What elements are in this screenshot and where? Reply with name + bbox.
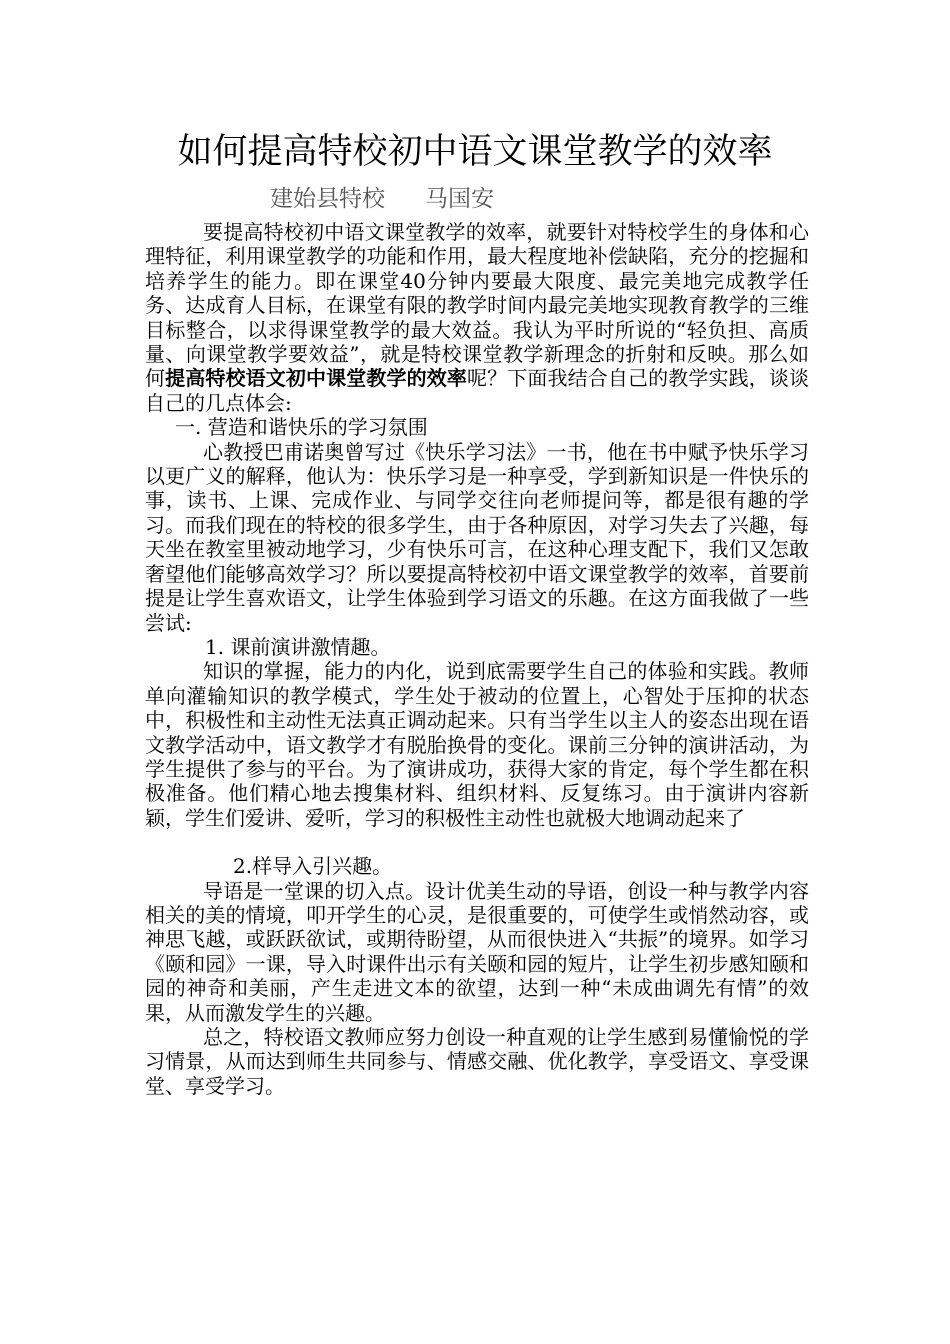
subsection1-heading: 1. 课前演讲激情趣。 xyxy=(205,634,391,659)
subsection2-heading: 2.样导入引兴趣。 xyxy=(233,854,393,879)
section1-paragraph: 心教授巴甫诺奥曾写过《快乐学习法》一书，他在书中赋予快乐学习以更广义的解释，他认为：快乐学习是一种享受，学到新知识是一件快乐的事，读书、上课、完成作业、与同学交往向老师提问等，都是很有趣的学习。而我们现在的特校的很多学生，由于各种原因，对学习失去了兴趣，每天坐在教室里被动地学习，少有快乐可言，在这种心理支配下，我们又怎敢奢望他们能够高效学习？所以要提高特校初中语文课堂教学的效率，首要前提是让学生喜欢语文，让学生体验到学习语文的乐趣。在这方面我做了一些尝试: xyxy=(145,439,809,635)
byline-school: 建始县特校 xyxy=(270,186,385,212)
subsection1-paragraph: 知识的掌握，能力的内化，说到底需要学生自己的体验和实践。教师单向灌输知识的教学模式，学生处于被动的位置上，心智处于压抑的状态中，积极性和主动性无法真正调动起来。只有当学生以主人的姿态出现在语文教学活动中，语文教学才有脱胎换骨的变化。课前三分钟的演讲活动，为学生提供了参与的平台。为了演讲成功，获得大家的肯定，每个学生都在积极准备。他们精心地去搜集材料、组织材料、反复练习。由于演讲内容新颖，学生们爱讲、爱听，学习的积极性主动性也就极大地调动起来了 xyxy=(145,659,809,830)
conclusion-paragraph: 总之，特校语文教师应努力创设一种直观的让学生感到易懂愉悦的学习情景，从而达到师生共同参与、情感交融、优化教学，享受语文、享受课堂、享受学习。 xyxy=(145,1025,809,1098)
intro-paragraph xyxy=(145,220,809,415)
document-title: 如何提高特校初中语文课堂教学的效率 xyxy=(177,132,773,172)
intro-text-2: 呢？下面我结合自己的教学实践，谈谈自己的几点体会: xyxy=(145,366,809,415)
subsection2-paragraph: 导语是一堂课的切入点。设计优美生动的导语，创设一种与教学内容相关的美的情境，叩开学生的心灵，是很重要的，可使学生或悄然动容，或神思飞越，或跃跃欲试，或期待盼望，从而很快进入“共振”的境界。如学习《颐和园》一课，导入时课件出示有关颐和园的短片，让学生初步感知颐和园的神奇和美丽，产生走进文本的欲望，达到一种“未成曲调先有情”的效果，从而激发学生的兴趣。 xyxy=(145,878,809,1025)
section1-heading: 一. 营造和谐快乐的学习氛围 xyxy=(175,415,428,440)
intro-bold-phrase: 提高特校语文初中课堂教学的效率 xyxy=(165,366,467,391)
article-body xyxy=(145,220,809,1098)
byline xyxy=(270,183,494,215)
byline-author: 马国安 xyxy=(425,186,494,212)
intro-text-1: 要提高特校初中语文课堂教学的效率，就要针对特校学生的身体和心理特征，利用课堂教学的功能和作用，最大程度地补偿缺陷，充分的挖掘和培养学生的能力。即在课堂40分钟内要最大限度、最完美地完成教学任务、达成育人目标，在课堂有限的教学时间内最完美地实现教育教学的三维目标整合，以求得课堂教学的最大效益。我认为平时所说的“轻负担、高质量、向课堂教学要效益”，就是特校课堂教学新理念的折射和反映。那么如何 xyxy=(145,220,809,391)
